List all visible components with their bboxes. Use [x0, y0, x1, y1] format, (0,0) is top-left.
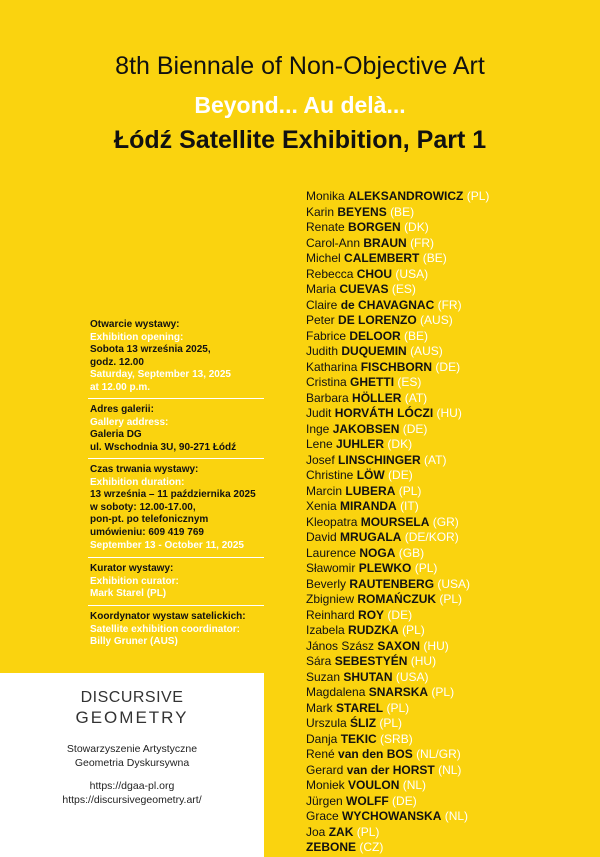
artist-item [306, 685, 489, 701]
artist-last-name: van der HORST [346, 762, 435, 777]
artist-country: (USA) [395, 669, 429, 684]
artist-list [306, 189, 489, 856]
artist-country: (GR) [432, 514, 459, 529]
artist-last-name: TEKIC [340, 731, 377, 746]
artist-first-name: Judith [306, 344, 339, 358]
divider [88, 557, 264, 558]
artist-last-name: PLEWKO [358, 561, 412, 575]
artist-last-name: LÖW [356, 468, 385, 482]
exhibition-subtitle: Beyond... Au delà... [194, 92, 406, 118]
opening-date-pl: Sobota 13 września 2025, [90, 344, 211, 356]
artist-item [306, 236, 489, 252]
artist-last-name: ALEKSANDROWICZ [348, 189, 464, 203]
artist-item [306, 794, 489, 810]
artist-country: (PL) [356, 824, 380, 839]
artist-last-name: DE LORENZO [338, 313, 417, 327]
artist-last-name: JAKOBSEN [332, 421, 400, 436]
address-label-en: Gallery address: [90, 416, 169, 428]
artist-country: (DK) [387, 437, 413, 451]
artist-first-name: Christine [306, 468, 354, 482]
artist-country: (PL) [386, 700, 410, 715]
artist-item [306, 561, 489, 577]
artist-country: (USA) [395, 266, 429, 281]
artist-first-name: Renate [306, 220, 345, 234]
artist-last-name: ŚLIZ [350, 716, 377, 730]
artist-country: (DE/KOR) [404, 530, 459, 544]
artist-first-name: Lene [306, 437, 333, 451]
artist-last-name: STAREL [336, 700, 384, 715]
artist-item [306, 639, 489, 655]
biennale-title: 8th Biennale of Non-Objective Art [115, 52, 485, 80]
artist-item [306, 623, 489, 639]
divider [88, 605, 264, 606]
artist-item [306, 267, 489, 283]
artist-first-name: Mark [306, 700, 333, 715]
artist-country: (BE) [422, 251, 447, 265]
artist-last-name: SHUTAN [343, 669, 393, 684]
curator-info [90, 563, 264, 601]
url-discursive-geometry[interactable]: https://discursivegeometry.art/ [62, 794, 202, 806]
artist-first-name: Moniek [306, 778, 345, 792]
artist-first-name: Suzan [306, 669, 341, 684]
artist-last-name: BORGEN [348, 220, 401, 234]
artist-item [306, 546, 489, 562]
duration-weekdays: pon-pt. po telefonicznym [90, 514, 209, 526]
artist-last-name: ZAK [328, 824, 354, 839]
artist-item [306, 654, 489, 670]
artist-country: (ES) [397, 375, 422, 389]
artist-first-name: Urszula [306, 716, 347, 730]
artist-country: (PL) [414, 561, 438, 575]
artist-item [306, 189, 489, 205]
artist-last-name: de CHAVAGNAC [340, 297, 435, 312]
artist-last-name: NOGA [359, 545, 396, 560]
artist-country: (FR) [410, 235, 435, 250]
curator-name: Mark Starel (PL) [90, 588, 167, 600]
artist-last-name: ROMAŃCZUK [357, 592, 437, 606]
address-info [90, 404, 264, 454]
artist-item [306, 499, 489, 515]
artist-country: (DE) [435, 359, 461, 374]
artist-first-name: Rebecca [306, 266, 354, 281]
artist-last-name: SEBESTYÉN [334, 654, 408, 668]
artist-first-name: Sławomir [306, 561, 356, 575]
artist-country: (DE) [387, 607, 413, 622]
artist-last-name: VOULON [348, 778, 400, 792]
artist-country: (HU) [410, 654, 437, 668]
opening-time-en: at 12.00 p.m. [90, 381, 151, 393]
artist-country: (CZ) [359, 840, 384, 854]
divider [88, 398, 264, 399]
artist-item [306, 422, 489, 438]
artist-item [306, 484, 489, 500]
artist-country: (NL) [438, 762, 462, 777]
artist-last-name: WOLFF [346, 793, 389, 808]
artist-country: (AT) [424, 452, 447, 467]
organization-name-line2: Geometria Dyskursywna [74, 757, 190, 769]
artist-first-name: Magdalena [306, 685, 366, 699]
artist-last-name: GHETTI [350, 375, 395, 389]
artist-country: (USA) [437, 576, 471, 591]
artist-first-name: René [306, 747, 335, 761]
artist-item [306, 437, 489, 453]
artist-country: (PL) [466, 189, 490, 203]
artist-last-name: DELOOR [349, 328, 401, 343]
organization-links [0, 779, 264, 807]
artist-country: (NL/GR) [416, 747, 461, 761]
duration-dates-pl: 13 września – 11 października 2025 [90, 489, 256, 501]
artist-last-name: LINSCHINGER [338, 452, 421, 467]
artist-first-name: David [306, 530, 337, 544]
curator-label-pl: Kurator wystawy: [90, 563, 174, 574]
artist-first-name: Katharina [306, 359, 358, 374]
opening-label-pl: Otwarcie wystawy: [90, 319, 180, 330]
artist-first-name: Izabela [306, 623, 345, 637]
coordinator-label-pl: Koordynator wystaw satelickich: [90, 611, 246, 622]
artist-item [306, 763, 489, 779]
artist-item [306, 406, 489, 422]
duration-info [90, 464, 264, 552]
curator-label-en: Exhibition curator: [90, 575, 179, 587]
artist-country: (FR) [437, 297, 462, 312]
gallery-street: ul. Wschodnia 3U, 90-271 Łódź [90, 441, 237, 453]
artist-last-name: MRUGALA [340, 530, 402, 544]
artist-last-name: CHOU [356, 266, 393, 281]
artist-country: (DE) [392, 793, 417, 808]
artist-last-name: JUHLER [336, 437, 385, 451]
artist-first-name: Fabrice [306, 328, 347, 343]
artist-item [306, 375, 489, 391]
artist-item [306, 282, 489, 298]
coordinator-label-en: Satellite exhibition coordinator: [90, 623, 241, 635]
artist-country: (GB) [398, 545, 425, 560]
artist-country: (BE) [390, 204, 415, 219]
artist-first-name: Danja [306, 731, 338, 746]
artist-last-name: FISCHBORN [360, 359, 433, 374]
artist-first-name: Karin [306, 204, 335, 219]
artist-item [306, 530, 489, 546]
artist-first-name: Cristina [306, 375, 347, 389]
url-dgaa[interactable]: https://dgaa-pl.org [89, 780, 175, 792]
artist-country: (PL) [379, 716, 403, 730]
artist-item [306, 701, 489, 717]
artist-item [306, 716, 489, 732]
artist-item [306, 825, 489, 841]
artist-last-name: HORVÁTH LÓCZI [334, 406, 434, 420]
artist-country: (PL) [431, 685, 455, 699]
artist-item [306, 840, 489, 856]
duration-dates-en: September 13 - October 11, 2025 [90, 539, 244, 551]
artist-country: (AUS) [410, 344, 443, 358]
artist-country: (PL) [402, 623, 425, 637]
artist-last-name: LUBERA [345, 483, 396, 498]
coordinator-info [90, 611, 264, 649]
artist-last-name: ROY [358, 607, 385, 622]
artist-first-name: Zbigniew [306, 592, 355, 606]
artist-first-name: Sára [306, 654, 332, 668]
artist-item [306, 313, 489, 329]
artist-last-name: BRAUN [363, 235, 407, 250]
artist-first-name: Judit [306, 406, 332, 420]
address-label-pl: Adres galerii: [90, 404, 154, 415]
artist-item [306, 298, 489, 314]
artist-country: (NL) [444, 809, 469, 823]
artist-first-name: Grace [306, 809, 339, 823]
artist-first-name: Beverly [306, 576, 347, 591]
artist-item [306, 809, 489, 825]
artist-first-name: Reinhard [306, 607, 355, 622]
artist-first-name: Xenia [306, 499, 337, 513]
organization-name-line1: Stowarzyszenie Artystyczne [66, 743, 198, 755]
artist-first-name: Kleopatra [306, 514, 358, 529]
artist-last-name: RAUTENBERG [349, 576, 435, 591]
duration-saturdays: w soboty: 12.00-17.00, [90, 501, 196, 513]
logo-geometry: GEOMETRY [75, 708, 189, 727]
artist-item [306, 391, 489, 407]
artist-last-name: BEYENS [337, 204, 387, 219]
artist-item [306, 778, 489, 794]
artist-last-name: RUDZKA [348, 623, 399, 637]
artist-country: (HU) [436, 406, 462, 420]
artist-country: (IT) [400, 499, 419, 513]
gallery-name: Galeria DG [90, 429, 142, 441]
artist-last-name: WYCHOWANSKA [342, 809, 442, 823]
artist-last-name: MIRANDA [340, 499, 397, 513]
artist-first-name: Claire [306, 297, 338, 312]
artist-item [306, 251, 489, 267]
opening-time-pl: godz. 12.00 [90, 356, 144, 368]
artist-item [306, 329, 489, 345]
artist-first-name: Carol-Ann [306, 235, 361, 250]
artist-country: (SRB) [380, 731, 413, 746]
artist-first-name: Jürgen [306, 793, 343, 808]
artist-first-name: Laurence [306, 545, 357, 560]
artist-first-name: Marcin [306, 483, 343, 498]
artist-first-name: János Szász [306, 638, 375, 653]
artist-first-name: Gerard [306, 762, 344, 777]
artist-item [306, 453, 489, 469]
artist-first-name: Peter [306, 313, 335, 327]
artist-item [306, 344, 489, 360]
artist-last-name: ZEBONE [306, 840, 357, 854]
duration-phone: umówieniu: 609 419 769 [90, 526, 204, 538]
artist-country: (PL) [439, 592, 463, 606]
artist-first-name: Josef [306, 452, 335, 467]
opening-date-en: Saturday, September 13, 2025 [90, 369, 231, 381]
artist-item [306, 592, 489, 608]
artist-item [306, 670, 489, 686]
satellite-exhibition-title: Łódź Satellite Exhibition, Part 1 [113, 126, 487, 154]
artist-country: (NL) [402, 778, 427, 792]
artist-item [306, 732, 489, 748]
artist-country: (AUS) [420, 313, 453, 327]
artist-country: (DE) [402, 421, 428, 436]
artist-last-name: DUQUEMIN [341, 344, 407, 358]
artist-last-name: van den BOS [338, 747, 413, 761]
artist-item [306, 360, 489, 376]
artist-item [306, 205, 489, 221]
divider [88, 458, 264, 459]
artist-item [306, 747, 489, 763]
artist-country: (BE) [404, 328, 429, 343]
artist-last-name: HÖLLER [352, 390, 402, 405]
artist-first-name: Monika [306, 189, 345, 203]
artist-item [306, 577, 489, 593]
artist-last-name: SAXON [377, 638, 421, 653]
artist-item [306, 220, 489, 236]
logo-discursive: DISCURSIVE [80, 689, 184, 706]
artist-first-name: Joa [306, 824, 326, 839]
artist-item [306, 608, 489, 624]
artist-country: (DE) [388, 468, 413, 482]
artist-last-name: CALEMBERT [344, 251, 420, 265]
artist-item [306, 515, 489, 531]
artist-first-name: Maria [306, 282, 337, 296]
artist-last-name: SNARSKA [368, 685, 429, 699]
artist-last-name: CUEVAS [339, 282, 389, 296]
artist-first-name: Barbara [306, 390, 349, 405]
artist-first-name: Inge [306, 421, 330, 436]
artist-country: (DK) [404, 220, 429, 234]
duration-label-en: Exhibition duration: [90, 476, 185, 488]
artist-item [306, 468, 489, 484]
organization-name [0, 742, 264, 770]
artist-country: (AT) [404, 390, 428, 405]
organizer-panel [0, 673, 264, 857]
opening-info [90, 319, 264, 395]
duration-label-pl: Czas trwania wystawy: [90, 464, 199, 475]
coordinator-name: Billy Gruner (AUS) [90, 636, 178, 648]
artist-country: (HU) [423, 638, 449, 653]
artist-country: (PL) [398, 483, 422, 498]
opening-label-en: Exhibition opening: [90, 331, 184, 343]
artist-first-name: Michel [306, 251, 341, 265]
artist-country: (ES) [391, 282, 416, 296]
artist-last-name: MOURSELA [360, 514, 430, 529]
